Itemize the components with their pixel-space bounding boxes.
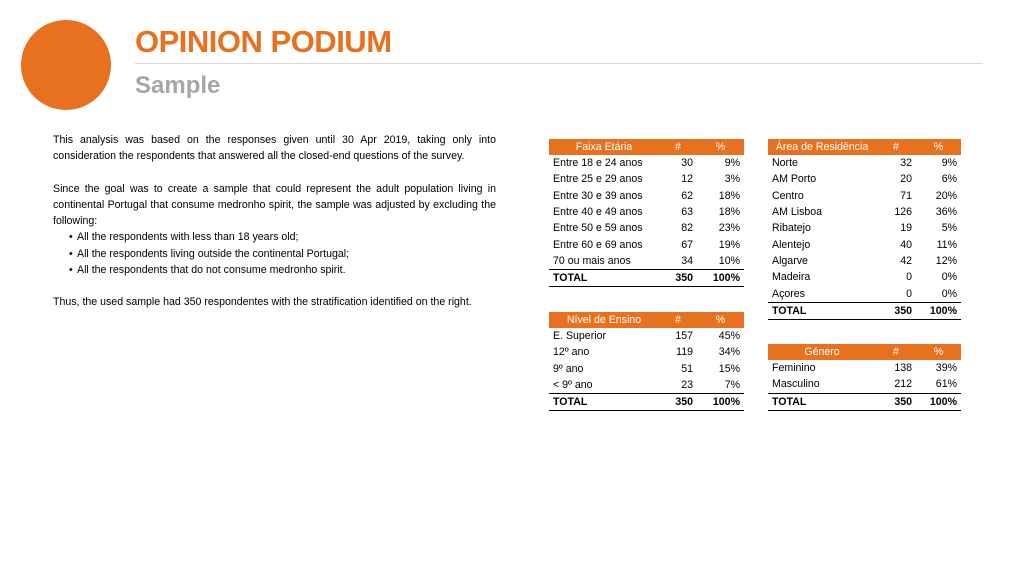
row-count: 30 xyxy=(681,157,693,170)
total-label: TOTAL xyxy=(549,270,659,287)
table-header xyxy=(768,344,961,360)
list-item: • All the respondents with less than 18 years old; xyxy=(69,229,496,245)
row-label: Norte xyxy=(772,157,798,170)
exclusion-list xyxy=(53,229,496,278)
row-percent: 39% xyxy=(935,362,957,375)
table-row xyxy=(549,220,744,236)
row-count: 34 xyxy=(659,253,697,270)
total-count: 350 xyxy=(659,394,697,411)
row-percent: 11% xyxy=(936,238,957,251)
row-percent: 9% xyxy=(724,157,740,170)
row-count: 157 xyxy=(675,330,693,343)
row-percent: 3% xyxy=(724,173,740,186)
table-row xyxy=(549,253,744,270)
row-label: < 9º ano xyxy=(549,377,659,394)
list-item: • All the respondents that do not consume medronho spirit. xyxy=(69,262,496,278)
intro-paragraph-3: Thus, the used sample had 350 respondentes with the stratification identified on the right. xyxy=(53,296,472,309)
total-row xyxy=(549,394,744,411)
row-label: Entre 60 e 69 anos xyxy=(553,238,643,251)
row-count: 23 xyxy=(659,377,697,394)
table-row xyxy=(768,204,961,220)
total-label: TOTAL xyxy=(768,302,876,319)
table-row xyxy=(549,328,744,344)
table-row xyxy=(549,344,744,360)
total-percent: 100% xyxy=(697,394,744,411)
row-count: 32 xyxy=(900,157,912,170)
row-label: Centro xyxy=(772,189,804,202)
table-row xyxy=(768,188,961,204)
intro-text xyxy=(53,132,496,311)
column-header: Área de Residência xyxy=(768,139,876,155)
total-count: 350 xyxy=(659,270,697,287)
row-label: Entre 30 e 39 anos xyxy=(553,189,643,202)
row-percent: 23% xyxy=(718,222,740,235)
total-row xyxy=(768,302,961,319)
column-header: % xyxy=(697,312,744,328)
table-header xyxy=(549,139,744,155)
total-label: TOTAL xyxy=(549,394,659,411)
row-percent: 20% xyxy=(935,189,957,202)
row-label: 9º ano xyxy=(553,362,584,375)
column-header: % xyxy=(916,139,961,155)
table-row xyxy=(768,253,961,269)
row-label: 12º ano xyxy=(553,346,590,359)
row-count: 67 xyxy=(681,238,693,251)
row-count: 0 xyxy=(906,271,912,284)
row-count: 62 xyxy=(681,189,693,202)
row-count: 42 xyxy=(900,254,912,267)
row-count: 63 xyxy=(681,206,693,219)
column-header: # xyxy=(876,139,916,155)
row-percent: 18% xyxy=(718,206,740,219)
table-row xyxy=(768,285,961,302)
row-label: Madeira xyxy=(772,271,811,284)
column-header: % xyxy=(916,344,961,360)
column-header: Nível de Ensino xyxy=(549,312,659,328)
row-percent: 7% xyxy=(697,377,744,394)
table-header xyxy=(768,139,961,155)
row-percent: 0% xyxy=(941,271,957,284)
education-table xyxy=(549,312,744,411)
logo-circle xyxy=(21,20,111,110)
row-label: Entre 40 e 49 anos xyxy=(553,206,643,219)
total-row xyxy=(549,270,744,287)
row-label: Entre 50 e 59 anos xyxy=(553,222,643,235)
total-percent: 100% xyxy=(697,270,744,287)
list-item: • All the respondents living outside the continental Portugal; xyxy=(69,246,496,262)
table-row xyxy=(549,236,744,252)
table-row xyxy=(549,204,744,220)
table-row xyxy=(768,236,961,252)
intro-paragraph-2: Since the goal was to create a sample that could represent the adult population living in continental Portugal that consume medronho spirit, the sample was adjusted by excluding the following: xyxy=(53,182,496,228)
row-count: 82 xyxy=(681,222,693,235)
row-percent: 36% xyxy=(935,206,957,219)
column-header: # xyxy=(659,312,697,328)
page-subtitle: Sample xyxy=(135,72,221,99)
row-count: 20 xyxy=(900,173,912,186)
table-row xyxy=(549,155,744,171)
row-count: 138 xyxy=(894,362,912,375)
row-label: Feminino xyxy=(772,362,816,375)
row-percent: 9% xyxy=(941,157,957,170)
total-count: 350 xyxy=(876,393,916,410)
table-row xyxy=(768,269,961,285)
row-count: 119 xyxy=(676,346,693,359)
row-label: E. Superior xyxy=(553,330,606,343)
table-row xyxy=(549,171,744,187)
intro-paragraph-1: This analysis was based on the responses given until 30 Apr 2019, taking only into consideration the respondents that answered all the closed-end questions of the survey. xyxy=(53,134,496,163)
row-label: AM Lisboa xyxy=(772,206,823,219)
row-percent: 10% xyxy=(697,253,744,270)
total-label: TOTAL xyxy=(768,393,876,410)
total-percent: 100% xyxy=(916,393,961,410)
row-percent: 19% xyxy=(718,238,740,251)
table-row xyxy=(768,171,961,187)
column-header: # xyxy=(659,139,697,155)
row-count: 19 xyxy=(900,222,912,235)
title-divider xyxy=(135,63,983,64)
table-row xyxy=(768,360,961,376)
row-percent: 45% xyxy=(718,330,740,343)
column-header: Faixa Etária xyxy=(549,139,659,155)
row-count: 40 xyxy=(900,238,912,251)
row-count: 0 xyxy=(876,285,916,302)
table-row xyxy=(549,188,744,204)
row-label: Algarve xyxy=(772,254,808,267)
row-count: 51 xyxy=(681,362,693,375)
row-percent: 6% xyxy=(941,173,957,186)
row-percent: 34% xyxy=(718,346,740,359)
column-header: Género xyxy=(768,344,876,360)
row-label: 70 ou mais anos xyxy=(549,253,659,270)
row-percent: 15% xyxy=(718,362,740,375)
row-label: Alentejo xyxy=(772,238,811,251)
row-label: AM Porto xyxy=(772,173,817,186)
row-label: Açores xyxy=(768,285,876,302)
table-row xyxy=(768,220,961,236)
table-row xyxy=(768,376,961,393)
table-row xyxy=(549,377,744,394)
row-percent: 18% xyxy=(718,189,740,202)
row-percent: 5% xyxy=(941,222,957,235)
row-percent: 0% xyxy=(916,285,961,302)
total-percent: 100% xyxy=(916,302,961,319)
row-label: Entre 25 e 29 anos xyxy=(553,173,643,186)
total-row xyxy=(768,393,961,410)
row-count: 126 xyxy=(894,206,912,219)
region-table xyxy=(768,139,961,320)
row-percent: 12% xyxy=(935,254,957,267)
row-label: Entre 18 e 24 anos xyxy=(553,157,643,170)
row-count: 12 xyxy=(681,173,693,186)
row-count: 212 xyxy=(876,376,916,393)
table-row xyxy=(549,361,744,377)
row-label: Ribatejo xyxy=(772,222,811,235)
table-row xyxy=(768,155,961,171)
column-header: # xyxy=(876,344,916,360)
row-label: Masculino xyxy=(768,376,876,393)
gender-table xyxy=(768,344,961,411)
page-title: OPINION PODIUM xyxy=(135,24,392,59)
total-count: 350 xyxy=(876,302,916,319)
row-percent: 61% xyxy=(916,376,961,393)
column-header: % xyxy=(697,139,744,155)
row-count: 71 xyxy=(900,189,912,202)
table-header xyxy=(549,312,744,328)
age-table xyxy=(549,139,744,287)
